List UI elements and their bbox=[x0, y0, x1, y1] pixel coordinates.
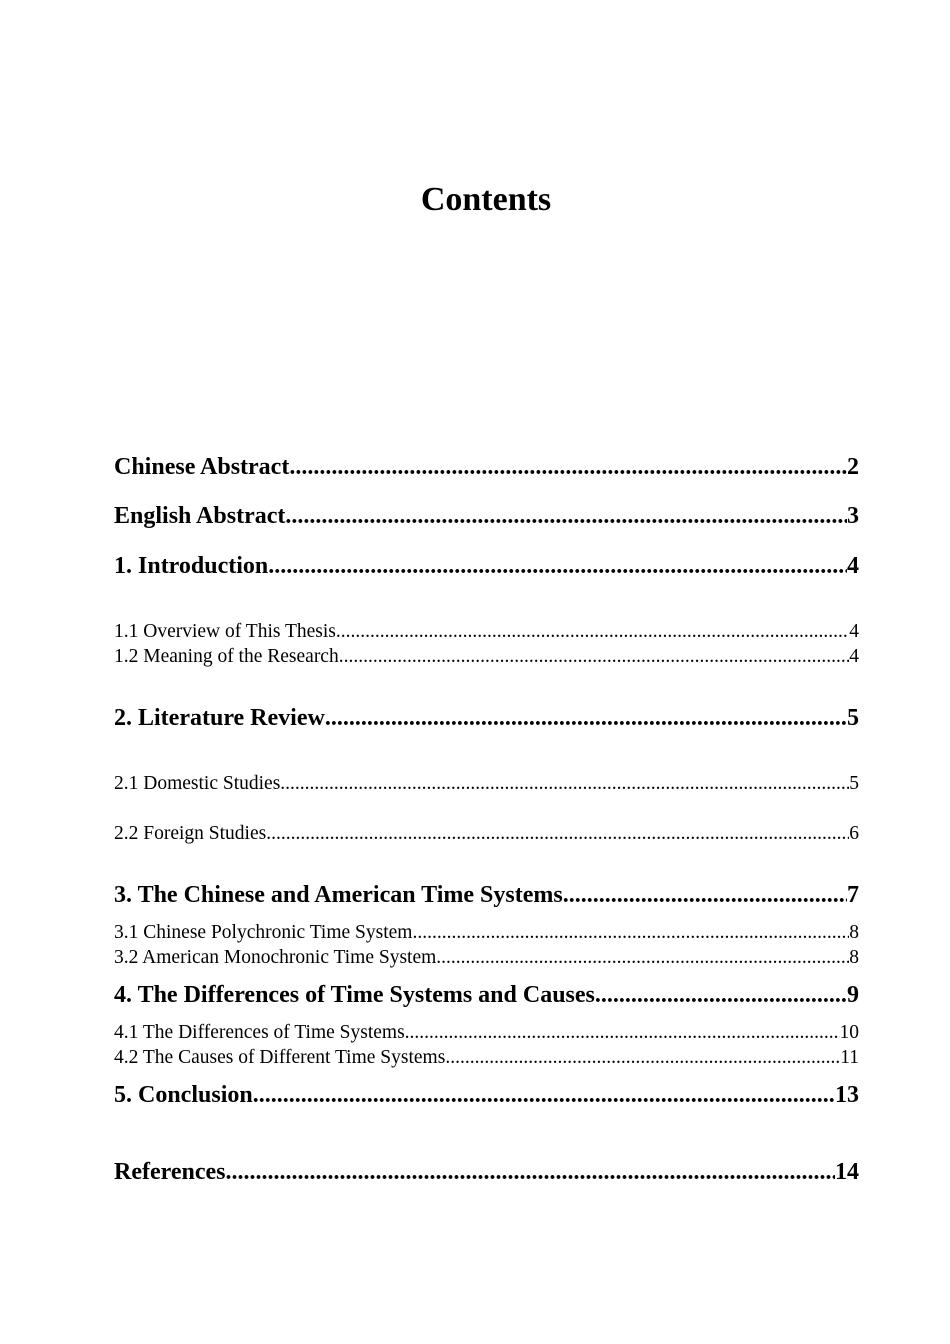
toc-entry-time-systems[interactable] bbox=[114, 879, 859, 911]
toc-entry-label: 2.2 Foreign Studies bbox=[114, 823, 267, 844]
toc-entry-english-abstract[interactable] bbox=[114, 500, 859, 532]
toc-entry-conclusion[interactable] bbox=[114, 1079, 859, 1111]
toc-page-number: 13 bbox=[835, 1082, 859, 1108]
toc-entry-label: English Abstract bbox=[114, 503, 286, 529]
toc-page-number: 5 bbox=[847, 705, 859, 731]
toc-page-number: 8 bbox=[849, 922, 859, 943]
toc-entry-label: 1. Introduction bbox=[114, 553, 269, 579]
toc-page-number: 8 bbox=[849, 947, 859, 968]
toc-entry-label: 1.2 Meaning of the Research bbox=[114, 646, 339, 667]
toc-entry-label: 4.1 The Differences of Time Systems bbox=[114, 1022, 405, 1043]
toc-entry-differences-causes[interactable] bbox=[114, 979, 859, 1011]
toc-dot-leader bbox=[436, 945, 849, 970]
toc-entry-meaning[interactable] bbox=[114, 644, 859, 669]
toc-page-number: 2 bbox=[847, 454, 859, 480]
toc-dot-leader bbox=[445, 1045, 840, 1070]
toc-entry-domestic-studies[interactable] bbox=[114, 771, 859, 796]
toc-entry-label: 3. The Chinese and American Time Systems bbox=[114, 882, 563, 908]
toc-dot-leader bbox=[268, 550, 847, 582]
toc-entry-label: 4. The Differences of Time Systems and Causes bbox=[114, 982, 595, 1008]
toc-entry-chinese-abstract[interactable] bbox=[114, 451, 859, 483]
toc-entry-label: 2.1 Domestic Studies bbox=[114, 773, 281, 794]
toc-dot-leader bbox=[336, 619, 849, 644]
toc-dot-leader bbox=[226, 1156, 836, 1188]
toc-entry-causes[interactable] bbox=[114, 1045, 859, 1070]
toc-page-number: 3 bbox=[847, 503, 859, 529]
toc-page-number: 14 bbox=[835, 1159, 859, 1185]
toc-entry-chinese-polychronic[interactable] bbox=[114, 920, 859, 945]
toc-entry-label: 3.1 Chinese Polychronic Time System bbox=[114, 922, 413, 943]
toc-entry-differences[interactable] bbox=[114, 1020, 859, 1045]
toc-dot-leader bbox=[405, 1020, 840, 1045]
toc-page-number: 4 bbox=[849, 646, 859, 667]
toc-page-number: 4 bbox=[849, 621, 859, 642]
toc-entry-label: 3.2 American Monochronic Time System bbox=[114, 947, 437, 968]
toc-dot-leader bbox=[285, 500, 847, 532]
page-title: Contents bbox=[420, 181, 552, 218]
toc-entry-overview[interactable] bbox=[114, 619, 859, 644]
toc-dot-leader bbox=[289, 451, 847, 483]
toc-dot-leader bbox=[595, 979, 847, 1011]
toc-entry-american-monochronic[interactable] bbox=[114, 945, 859, 970]
toc-entry-references[interactable] bbox=[114, 1156, 859, 1188]
toc-page-number: 11 bbox=[840, 1047, 859, 1068]
toc-entry-label: 1.1 Overview of This Thesis bbox=[114, 621, 336, 642]
toc-entry-label: Chinese Abstract bbox=[114, 454, 290, 480]
toc-dot-leader bbox=[325, 702, 847, 734]
toc-page-number: 9 bbox=[847, 982, 859, 1008]
toc-dot-leader bbox=[266, 821, 849, 846]
toc-dot-leader bbox=[280, 771, 849, 796]
toc-entry-literature-review[interactable] bbox=[114, 702, 859, 734]
toc-dot-leader bbox=[563, 879, 847, 911]
toc-page-number: 7 bbox=[847, 882, 859, 908]
toc-entry-label: 2. Literature Review bbox=[114, 705, 325, 731]
toc-entry-label: 5. Conclusion bbox=[114, 1082, 253, 1108]
toc-entry-foreign-studies[interactable] bbox=[114, 821, 859, 846]
toc-entry-label: References bbox=[114, 1159, 226, 1185]
toc-dot-leader bbox=[253, 1079, 835, 1111]
toc-page-number: 10 bbox=[839, 1022, 859, 1043]
toc-page-number: 5 bbox=[849, 773, 859, 794]
toc-page-number: 4 bbox=[847, 553, 859, 579]
toc-entry-label: 4.2 The Causes of Different Time Systems bbox=[114, 1047, 446, 1068]
toc-dot-leader bbox=[412, 920, 849, 945]
toc-page-number: 6 bbox=[849, 823, 859, 844]
toc-entry-introduction[interactable] bbox=[114, 550, 859, 582]
toc-dot-leader bbox=[339, 644, 850, 669]
